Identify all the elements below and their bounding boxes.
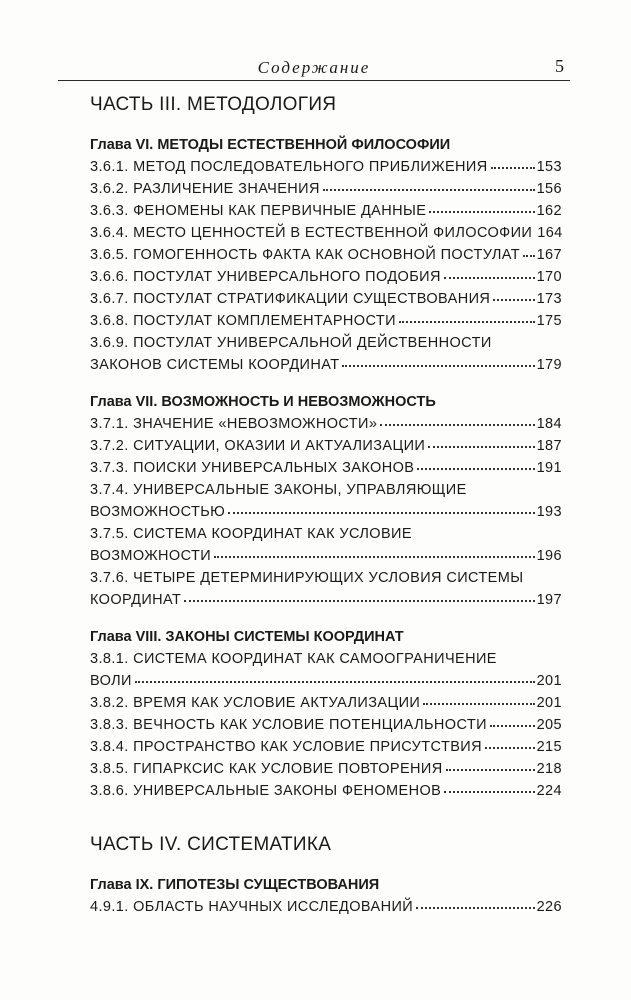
toc-page-number: 205 [536, 717, 562, 733]
toc-page-number: 184 [536, 416, 562, 432]
toc-entry[interactable] [90, 178, 562, 200]
chapter-title: Глава VIII. ЗАКОНЫ СИСТЕМЫ КООРДИНАТ [90, 629, 404, 645]
toc-page-number: 187 [536, 438, 562, 454]
dot-leader [491, 166, 535, 169]
toc-entry-title: 3.6.3. ФЕНОМЕНЫ КАК ПЕРВИЧНЫЕ ДАННЫЕ [90, 203, 427, 219]
toc-entry[interactable] [90, 714, 562, 736]
toc-entry-title: 3.8.6. УНИВЕРСАЛЬНЫЕ ЗАКОНЫ ФЕНОМЕНОВ [90, 783, 442, 799]
running-header [58, 58, 570, 81]
toc-entry-title: 3.7.5. СИСТЕМА КООРДИНАТ КАК УСЛОВИЕ [90, 526, 412, 542]
toc-entry-title: ВОЗМОЖНОСТИ [90, 548, 212, 564]
dot-leader [444, 276, 535, 279]
toc-page-number: 224 [536, 783, 562, 799]
dot-leader [342, 364, 534, 367]
toc-entry-title: 3.6.5. ГОМОГЕННОСТЬ ФАКТА КАК ОСНОВНОЙ ПОСТУЛАТ [90, 247, 520, 263]
header-title: Содержание [257, 58, 371, 77]
chapter-title: Глава IX. ГИПОТЕЗЫ СУЩЕСТВОВАНИЯ [90, 877, 380, 893]
dot-leader [493, 298, 534, 301]
dot-leader [416, 906, 534, 909]
toc-page-number: 167 [536, 247, 562, 263]
toc-page-number: 191 [536, 460, 562, 476]
dot-leader [380, 423, 534, 426]
toc-entry-title: 3.8.1. СИСТЕМА КООРДИНАТ КАК САМООГРАНИЧЕНИЕ [90, 651, 497, 667]
dot-leader [446, 768, 535, 771]
dot-leader [184, 599, 534, 602]
toc-page-number: 196 [536, 548, 562, 564]
toc-entry[interactable] [90, 435, 562, 457]
toc-page-number: 179 [536, 357, 562, 373]
chapter-entries [90, 156, 562, 376]
dot-leader [228, 511, 534, 514]
dot-leader [323, 188, 535, 191]
toc-entry[interactable] [90, 244, 562, 266]
toc-entry[interactable] [90, 501, 562, 523]
toc-entry[interactable] [90, 288, 562, 310]
dot-leader [214, 555, 535, 558]
toc-entry-title: 3.6.7. ПОСТУЛАТ СТРАТИФИКАЦИИ СУЩЕСТВОВАНИЯ [90, 291, 491, 307]
toc-entry[interactable] [90, 758, 562, 780]
toc-entry-title: 3.8.5. ГИПАРКСИС КАК УСЛОВИЕ ПОВТОРЕНИЯ [90, 761, 443, 777]
toc-entry[interactable] [90, 222, 562, 244]
toc-entry[interactable] [90, 156, 562, 178]
toc-entry[interactable] [90, 545, 562, 567]
toc-entry-title: ЗАКОНОВ СИСТЕМЫ КООРДИНАТ [90, 357, 340, 373]
toc-entry[interactable] [90, 200, 562, 222]
toc-page-number: 156 [536, 181, 562, 197]
toc-entry-title: 3.6.1. МЕТОД ПОСЛЕДОВАТЕЛЬНОГО ПРИБЛИЖЕНИЯ [90, 159, 488, 175]
chapter-title: Глава VI. МЕТОДЫ ЕСТЕСТВЕННОЙ ФИЛОСОФИИ [90, 137, 451, 153]
toc-page-number: 175 [536, 313, 562, 329]
toc-entry-title: 3.8.4. ПРОСТРАНСТВО КАК УСЛОВИЕ ПРИСУТСТВИЯ [90, 739, 482, 755]
toc-page-number: 197 [536, 592, 562, 608]
dot-leader [444, 790, 534, 793]
toc-page-number: 226 [536, 899, 562, 915]
toc-entry-title: 3.7.1. ЗНАЧЕНИЕ «НЕВОЗМОЖНОСТИ» [90, 416, 378, 432]
toc-entry-title: 3.6.2. РАЗЛИЧЕНИЕ ЗНАЧЕНИЯ [90, 181, 320, 197]
toc-entry-title: 3.6.8. ПОСТУЛАТ КОМПЛЕМЕНТАРНОСТИ [90, 313, 396, 329]
toc-entry-title: 3.7.3. ПОИСКИ УНИВЕРСАЛЬНЫХ ЗАКОНОВ [90, 460, 415, 476]
toc-entry[interactable] [90, 589, 562, 611]
page-number: 5 [555, 56, 564, 76]
toc-entry[interactable] [90, 266, 562, 288]
toc-entry-title: 3.6.4. МЕСТО ЦЕННОСТЕЙ В ЕСТЕСТВЕННОЙ ФИЛОСОФИИ [90, 225, 533, 241]
toc-entry-title: 3.7.4. УНИВЕРСАЛЬНЫЕ ЗАКОНЫ, УПРАВЛЯЮЩИЕ [90, 482, 467, 498]
toc-entry[interactable] [90, 354, 562, 376]
dot-leader [428, 445, 534, 448]
dot-leader [135, 680, 535, 683]
toc-entry[interactable] [90, 670, 562, 692]
toc-entry-title: 3.6.9. ПОСТУЛАТ УНИВЕРСАЛЬНОЙ ДЕЙСТВЕННОСТИ [90, 335, 492, 351]
chapter-entries [90, 648, 562, 802]
toc-entry-title: 3.8.3. ВЕЧНОСТЬ КАК УСЛОВИЕ ПОТЕНЦИАЛЬНОСТИ [90, 717, 487, 733]
chapter-entries [90, 896, 562, 918]
toc-entry[interactable] [90, 780, 562, 802]
toc-entry[interactable] [90, 896, 562, 918]
dot-leader [423, 702, 534, 705]
dot-leader [417, 467, 534, 470]
toc-entry-title: 3.8.2. ВРЕМЯ КАК УСЛОВИЕ АКТУАЛИЗАЦИИ [90, 695, 421, 711]
toc-entry[interactable] [90, 692, 562, 714]
dot-leader [429, 210, 534, 213]
dot-leader [399, 320, 535, 323]
toc-entry-title: ВОЗМОЖНОСТЬЮ [90, 504, 226, 520]
toc-entry-title: КООРДИНАТ [90, 592, 182, 608]
table-of-contents [90, 92, 562, 918]
part-title: ЧАСТЬ IV. СИСТЕМАТИКА [90, 834, 332, 855]
toc-entry-title: 4.9.1. ОБЛАСТЬ НАУЧНЫХ ИССЛЕДОВАНИЙ [90, 899, 414, 915]
toc-page-number: 173 [536, 291, 562, 307]
toc-entry-title: ВОЛИ [90, 673, 132, 689]
toc-page-number: 201 [536, 695, 562, 711]
toc-page-number: 201 [536, 673, 562, 689]
toc-entry-title: 3.6.6. ПОСТУЛАТ УНИВЕРСАЛЬНОГО ПОДОБИЯ [90, 269, 441, 285]
chapter-title: Глава VII. ВОЗМОЖНОСТЬ И НЕВОЗМОЖНОСТЬ [90, 394, 436, 410]
part-title: ЧАСТЬ III. МЕТОДОЛОГИЯ [90, 94, 337, 115]
toc-page-number: 162 [536, 203, 562, 219]
dot-leader [485, 746, 535, 749]
toc-page-number: 193 [536, 504, 562, 520]
chapter-entries [90, 413, 562, 611]
toc-entry-title: 3.7.2. СИТУАЦИИ, ОКАЗИИ И АКТУАЛИЗАЦИИ [90, 438, 426, 454]
toc-entry-title: 3.7.6. ЧЕТЫРЕ ДЕТЕРМИНИРУЮЩИХ УСЛОВИЯ СИСТЕМЫ [90, 570, 524, 586]
toc-page-number: 218 [536, 761, 562, 777]
dot-leader [490, 724, 535, 727]
toc-page-number: 215 [536, 739, 562, 755]
toc-entry[interactable] [90, 457, 562, 479]
toc-page-number: 164 [537, 225, 563, 241]
toc-page-number: 170 [536, 269, 562, 285]
toc-page-number: 153 [536, 159, 562, 175]
toc-entry[interactable] [90, 413, 562, 435]
dot-leader [523, 254, 535, 257]
toc-entry[interactable] [90, 310, 562, 332]
toc-entry[interactable] [90, 736, 562, 758]
